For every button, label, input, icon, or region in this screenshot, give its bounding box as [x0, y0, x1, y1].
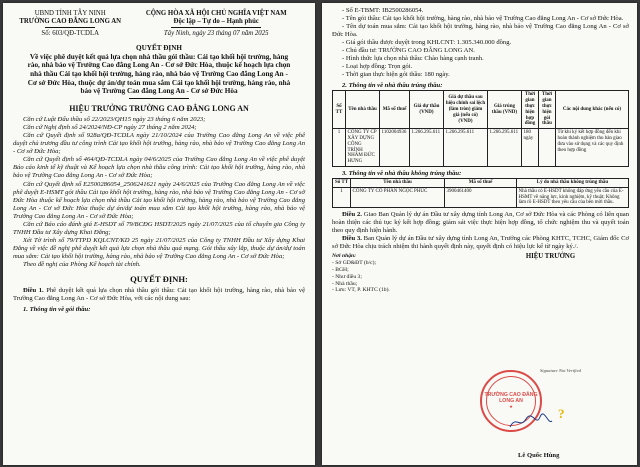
legal-basis-item: Căn cứ Nghị định số 24/2024/NĐ-CP ngày 27 tháng 2 năm 2024;: [23, 124, 197, 132]
school-name: TRƯỜNG CAO ĐẲNG LONG AN: [19, 18, 122, 26]
detail-item: - Chủ đầu tư: TRƯỜNG CAO ĐẲNG LONG AN.: [342, 47, 475, 55]
column-header: Mã số thuế: [380, 91, 410, 129]
table-row: [333, 187, 629, 207]
cell-bid: 1.266.295.611: [410, 129, 444, 167]
cell-name: CÔNG TY CP XÂY DỰNG CÔNG TRÌNH NHÂM ĐỨC HƯNG: [346, 129, 380, 167]
recipient-item: - Như điều 3;: [332, 273, 362, 280]
seal-text: TRƯỜNG CAO ĐẲNG LONG AN: [484, 392, 538, 404]
column-header: Thời gian thực hiện gói thầu: [539, 91, 556, 129]
article-2-label: Điều 2.: [342, 211, 362, 219]
winner-table-header: [333, 91, 629, 129]
winner-table: [332, 90, 629, 167]
legal-basis-item: Căn cứ Quyết định số 464/QĐ-TCDLA ngày 04/6/2025 của Trường Cao đẳng Long An về việc phê duyệt Báo cáo kinh tế kỹ thuật và Kế hoạch lựa chọn nhà thầu công trình: Cải tạo khối hội trường, hàng rào, nhà bảo vệ Trường Cao đẳng Long An - Cơ sở Đức Hòa;: [13, 156, 305, 180]
cell-tax: 3900461400: [445, 187, 517, 207]
cell-reason: Nhà thầu có E-HSDT không đáp ứng yêu cầu của E-HSMT về năng lực, kinh nghiệm, kỹ thuật; Không làm rõ E-HSDT theo yêu cầu của bên mời thầu.: [517, 187, 629, 207]
article-2: [332, 211, 629, 235]
recipients-list: [332, 253, 472, 294]
handwritten-signature: [508, 413, 554, 431]
cell-tax: 1102004936: [380, 129, 410, 167]
decision-number: Số: 603/QĐ-TCDLA: [41, 30, 100, 38]
decision-heading: QUYẾT ĐỊNH:: [130, 274, 188, 285]
column-header: Số TT: [333, 178, 351, 187]
legal-basis-item: Theo đề nghị của Phòng Kế hoạch tài chính.: [23, 260, 141, 268]
detail-item: - Giá gói thầu được duyệt trong KHLCNT: 1.305.340.000 đồng.: [342, 39, 512, 47]
recipient-item: - Lưu: VT, P. KHTC (1b).: [332, 287, 390, 294]
cell-award: 1.266.295.611: [488, 129, 522, 167]
article-3-label: Điều 3.: [342, 235, 362, 243]
column-header: Lý do nhà thầu không trúng thầu: [517, 178, 629, 187]
loser-table: [332, 178, 629, 208]
section-3-heading: 3. Thông tin về nhà thầu không trúng thầu:: [342, 169, 462, 177]
decision-label: QUYẾT ĐỊNH: [136, 44, 182, 53]
issue-date: Tây Ninh, ngày 23 tháng 07 năm 2025: [163, 30, 269, 38]
package-details: [332, 7, 629, 79]
recipient-item: - Sở GD&ĐT (b/c);: [332, 260, 377, 267]
article-1-label: Điều 1.: [23, 287, 44, 295]
detail-item: - Số E-TBMT: IB2500286054.: [342, 7, 424, 14]
decision-subject: Về việc phê duyệt kết quả lựa chọn nhà thầu gói thầu: Cải tạo khối hội trường, hàng rào, nhà bảo vệ Trường Cao đẳng Long An - Cơ sở Đức Hòa, thuộc kế hoạch lựa chọn nhà thầu Cải tạo khối hội trường, hàng rào, nhà bảo vệ Trường Cao đẳng Long An - Cơ sở Đức Hòa, thuộc dự án/dự toán mua sắm Cải tạo khối hội trường, hàng rào, nhà bảo vệ Trường Cao đẳng Long An - Cơ sở Đức Hòa: [27, 52, 291, 96]
national-motto: Độc lập – Tự do – Hạnh phúc: [173, 18, 259, 26]
cell-no: 1: [333, 187, 351, 207]
section-1-heading: 1. Thông tin về gói thầu:: [23, 306, 91, 314]
article-3: [332, 235, 629, 251]
column-header: Mã số thuế: [445, 178, 517, 187]
column-header: Giá dự thầu (VND): [410, 91, 444, 129]
article-2-text: Giao Ban Quản lý dự án Đầu tư xây dựng tỉnh Long An, Cơ sở Đức Hòa và các Phòng có liên quan hoàn thiện các thủ tục ký kết hợp đồng; giám sát việc thực hiện hợp đồng, tổ chức nghiệm thu và quyết toán theo quy định hiện hành.: [332, 211, 630, 235]
legal-basis-item: Căn cứ Quyết định số E2500286054_2506241621 ngày 24/6/2025 của Trường Cao đẳng Long An về việc phê duyệt E-HSMT gói thầu Cải tạo khối hội trường, hàng rào, nhà bảo vệ Trường Cao đẳng Long An - Cơ sở Đức Hòa thuộc kế hoạch lựa chọn nhà thầu Cải tạo khối hội trường, hàng rào, nhà bảo vệ Trường Cao đẳng Long An - Cơ sở Đức Hòa thuộc dự án/dự toán mua sắm Cải tạo khối hội trường, hàng rào, nhà bảo vệ Trường Cao đẳng Long An - Cơ sở Đức Hòa;: [13, 180, 305, 220]
section-2-heading: 2. Thông tin về nhà thầu trúng thầu:: [342, 82, 443, 90]
legal-basis-item: Xét Tờ trình số 79/TTPD KQLCNT/KD 25 ngày 21/07/2025 của Công ty TNHH Đầu tư Xây dựng Khai Đăng về việc đề nghị phê duyệt kết quả lựa chọn nhà thầu quá mạng. Gói thầu xây lắp, thuộc dự án/dự toán mua sắm: Cải tạo khối hội trường, hàng rào, nhà bảo vệ Trường Cao đẳng Long An - Cơ sở Đức Hòa;: [13, 236, 305, 260]
detail-item: - Loại hợp đồng: Trọn gói.: [342, 63, 413, 71]
warning-icon: ?: [558, 406, 565, 421]
article-3-text: Ban Quản lý dự án Đầu tư xây dựng tỉnh Long An, Trưởng các Phòng KHTC, TCHC, Giám đốc Cơ sở Đức Hòa chịu trách nhiệm thi hành quyết định này, quyết định có hiệu lực kể từ ngày ký./.: [332, 235, 629, 251]
issuing-authority: HIỆU TRƯỞNG TRƯỜNG CAO ĐẲNG LONG AN: [69, 103, 249, 113]
column-header: Thời gian thực hiện hợp đồng: [522, 91, 539, 129]
recipients-title: Nơi nhận:: [332, 253, 356, 260]
detail-item: - Tên gói thầu: Cải tạo khối hội trường, hàng rào, nhà bảo vệ Trường Cao đẳng Long An - Cơ sở Đức Hòa.: [342, 15, 624, 23]
closing-block: [332, 253, 629, 294]
cell-contract-time: 180 ngày: [522, 129, 539, 167]
recipient-item: - Nhà thầu;: [332, 280, 358, 287]
table-row: [333, 129, 629, 167]
legal-basis-item: Căn cứ Luật Đấu thầu số 22/2023/QH15 ngày 23 tháng 6 năm 2023;: [23, 116, 206, 124]
legal-bases: [13, 116, 305, 269]
nation-title: CỘNG HÒA XÃ HỘI CHỦ NGHĨA VIỆT NAM: [145, 10, 287, 17]
cell-adjusted: 1.266.295.611: [444, 129, 488, 167]
cell-other: Từ khi ký kết hợp đồng đến khi hoàn thành nghiệm thu bàn giao đưa vào sử dụng và các quy định theo hợp đồng: [556, 129, 629, 167]
loser-table-header: [333, 178, 629, 187]
signature-status: Signature Not Verified: [540, 368, 581, 373]
article-1: [13, 287, 305, 303]
signer-name: Lê Quốc Hùng: [518, 452, 560, 459]
agency-name: UBND TỈNH TÂY NINH: [34, 10, 106, 17]
column-header: Tên nhà thầu: [346, 91, 380, 129]
column-header: Các nội dung khác (nếu có): [556, 91, 629, 129]
column-header: Giá trúng thầu (VND): [488, 91, 522, 129]
detail-item: - Tên dự toán mua sắm: Cải tạo khối hội trường, hàng rào, nhà bảo vệ Trường Cao đẳng Long An - Cơ sở Đức Hòa.: [332, 23, 629, 39]
document-header: [13, 10, 305, 38]
school-seal: TRƯỜNG CAO ĐẲNG LONG AN ★: [480, 370, 542, 432]
detail-item: - Thời gian thực hiện gói thầu: 180 ngày.: [342, 71, 450, 79]
legal-basis-item: Căn cứ Quyết định số 928a/QĐ-TCDLA ngày 21/10/2024 của Trường Cao đẳng Long An về việc phê duyệt chủ trương đầu tư công trình Cải tạo khối hội trường, hàng rào, nhà bảo vệ Trường Cao đẳng Long An - Cơ sở Đức Hòa;: [13, 132, 305, 156]
column-header: Số TT: [333, 91, 346, 129]
column-header: Giá dự thầu sau hiệu chỉnh sai lệch (làm tròn) giảm giá (nếu có) (VND): [444, 91, 488, 129]
recipient-item: - BGH;: [332, 267, 349, 273]
document-page-left: [3, 3, 315, 465]
article-1-text: Phê duyệt kết quả lựa chọn nhà thầu gói thầu: Cải tạo khối hội trường, hàng rào, nhà bảo vệ Trường Cao đẳng Long An - Cơ sở Đức Hòa, với các nội dung sau:: [13, 287, 305, 303]
signature-title: HIỆU TRƯỞNG: [525, 253, 576, 261]
detail-item: - Hình thức lựa chọn nhà thầu: Chào hàng cạnh tranh.: [342, 55, 484, 63]
cell-package-time: [539, 129, 556, 167]
cell-no: 1: [333, 129, 346, 167]
column-header: Tên nhà thầu: [351, 178, 445, 187]
legal-basis-item: Căn cứ Báo cáo đánh giá E-HSDT số 79/BCĐG HSDT/2025 ngày 21/07/2025 của tổ chuyên gia Công ty TNHH Đầu tư Xây dựng Khai Đăng;: [13, 220, 305, 236]
cell-name: CÔNG TY CỔ PHẦN NGỌC PHÚC: [351, 187, 445, 207]
document-page-right: [322, 3, 637, 465]
